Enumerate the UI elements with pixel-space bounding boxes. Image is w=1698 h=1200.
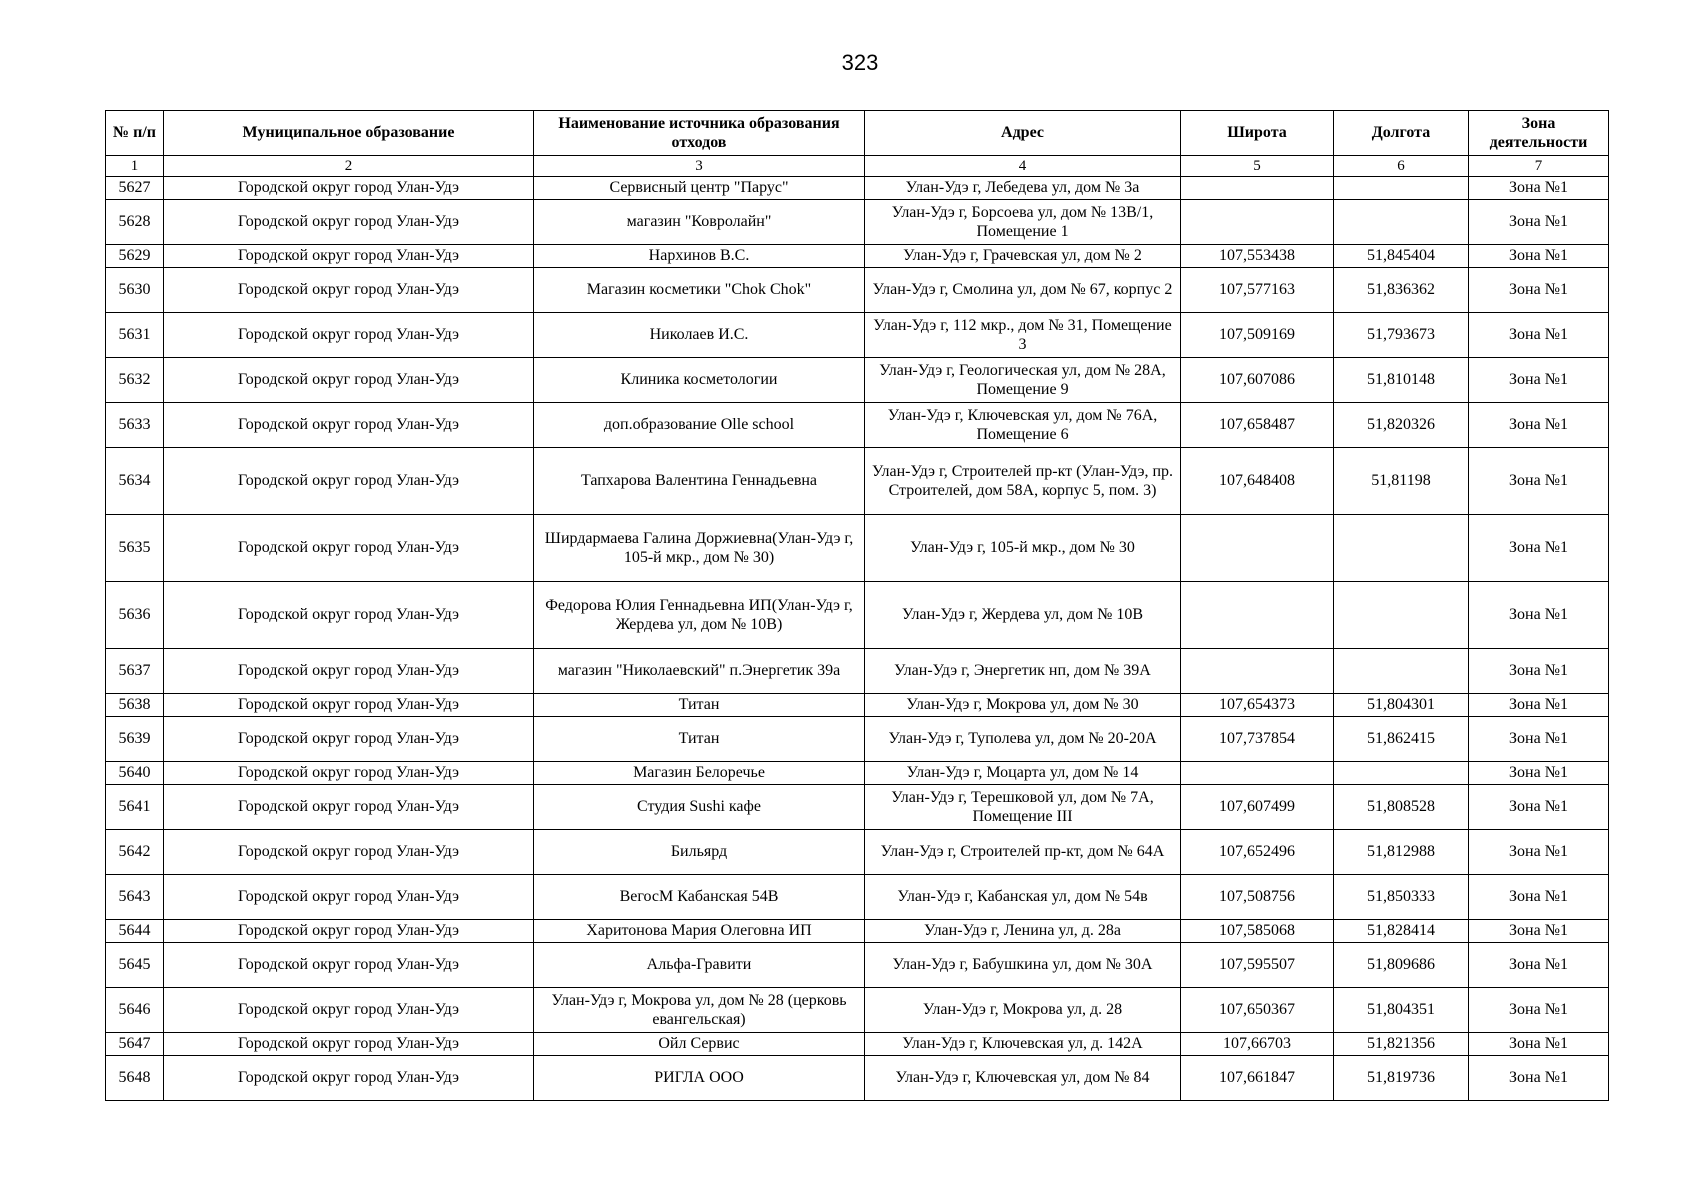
address: Улан-Удэ г, Борсоева ул, дом № 13В/1, Помещение 1 <box>865 200 1181 245</box>
longitude: 51,820326 <box>1334 403 1469 448</box>
row-number: 5628 <box>106 200 164 245</box>
waste-source: Тапхарова Валентина Геннадьевна <box>534 448 865 515</box>
latitude: 107,577163 <box>1181 268 1334 313</box>
municipality: Городской округ город Улан-Удэ <box>164 245 534 268</box>
municipality: Городской округ город Улан-Удэ <box>164 515 534 582</box>
address: Улан-Удэ г, Жердева ул, дом № 10В <box>865 582 1181 649</box>
header-cell: Муниципальное образование <box>164 111 534 156</box>
row-number: 5630 <box>106 268 164 313</box>
municipality: Городской округ город Улан-Удэ <box>164 988 534 1033</box>
row-number: 5639 <box>106 717 164 762</box>
municipality: Городской округ город Улан-Удэ <box>164 268 534 313</box>
table-row <box>106 717 1609 762</box>
latitude: 107,66703 <box>1181 1033 1334 1056</box>
row-number: 5638 <box>106 694 164 717</box>
zone: Зона №1 <box>1469 717 1609 762</box>
municipality: Городской округ город Улан-Удэ <box>164 448 534 515</box>
table-row <box>106 582 1609 649</box>
waste-source: Магазин Белоречье <box>534 762 865 785</box>
header-row <box>106 111 1609 156</box>
table-row <box>106 830 1609 875</box>
table-row <box>106 313 1609 358</box>
row-number: 5637 <box>106 649 164 694</box>
header-cell: Адрес <box>865 111 1181 156</box>
longitude: 51,819736 <box>1334 1056 1469 1101</box>
waste-source: доп.образование Olle school <box>534 403 865 448</box>
longitude: 51,810148 <box>1334 358 1469 403</box>
waste-source: ВегосМ Кабанская 54В <box>534 875 865 920</box>
row-number: 5647 <box>106 1033 164 1056</box>
address: Улан-Удэ г, Лебедева ул, дом № 3а <box>865 177 1181 200</box>
latitude: 107,595507 <box>1181 943 1334 988</box>
zone: Зона №1 <box>1469 1033 1609 1056</box>
waste-source: Николаев И.С. <box>534 313 865 358</box>
zone: Зона №1 <box>1469 403 1609 448</box>
table-row <box>106 694 1609 717</box>
latitude: 107,508756 <box>1181 875 1334 920</box>
address: Улан-Удэ г, Терешковой ул, дом № 7А, Помещение III <box>865 785 1181 830</box>
column-number: 4 <box>865 156 1181 177</box>
table-row <box>106 762 1609 785</box>
address: Улан-Удэ г, Строителей пр-кт, дом № 64А <box>865 830 1181 875</box>
zone: Зона №1 <box>1469 313 1609 358</box>
table-row <box>106 245 1609 268</box>
table-row <box>106 1056 1609 1101</box>
row-number: 5631 <box>106 313 164 358</box>
latitude <box>1181 649 1334 694</box>
longitude: 51,808528 <box>1334 785 1469 830</box>
column-number: 6 <box>1334 156 1469 177</box>
zone: Зона №1 <box>1469 515 1609 582</box>
waste-source: Титан <box>534 694 865 717</box>
latitude: 107,661847 <box>1181 1056 1334 1101</box>
address: Улан-Удэ г, 112 мкр., дом № 31, Помещение 3 <box>865 313 1181 358</box>
longitude <box>1334 649 1469 694</box>
column-number: 7 <box>1469 156 1609 177</box>
column-number: 5 <box>1181 156 1334 177</box>
zone: Зона №1 <box>1469 649 1609 694</box>
municipality: Городской округ город Улан-Удэ <box>164 785 534 830</box>
zone: Зона №1 <box>1469 988 1609 1033</box>
zone: Зона №1 <box>1469 448 1609 515</box>
municipality: Городской округ город Улан-Удэ <box>164 762 534 785</box>
table-row <box>106 403 1609 448</box>
longitude: 51,845404 <box>1334 245 1469 268</box>
address: Улан-Удэ г, Туполева ул, дом № 20-20А <box>865 717 1181 762</box>
zone: Зона №1 <box>1469 358 1609 403</box>
municipality: Городской округ город Улан-Удэ <box>164 694 534 717</box>
table-row <box>106 448 1609 515</box>
zone: Зона №1 <box>1469 785 1609 830</box>
longitude: 51,81198 <box>1334 448 1469 515</box>
row-number: 5636 <box>106 582 164 649</box>
municipality: Городской округ город Улан-Удэ <box>164 717 534 762</box>
header-cell: Наименование источника образования отходов <box>534 111 865 156</box>
municipality: Городской округ город Улан-Удэ <box>164 920 534 943</box>
zone: Зона №1 <box>1469 177 1609 200</box>
address: Улан-Удэ г, Грачевская ул, дом № 2 <box>865 245 1181 268</box>
zone: Зона №1 <box>1469 245 1609 268</box>
row-number: 5646 <box>106 988 164 1033</box>
municipality: Городской округ город Улан-Удэ <box>164 830 534 875</box>
waste-source: магазин "Ковролайн" <box>534 200 865 245</box>
row-number: 5640 <box>106 762 164 785</box>
address: Улан-Удэ г, Энергетик нп, дом № 39А <box>865 649 1181 694</box>
waste-source: Ойл Сервис <box>534 1033 865 1056</box>
latitude: 107,607499 <box>1181 785 1334 830</box>
table-row <box>106 988 1609 1033</box>
row-number: 5633 <box>106 403 164 448</box>
address: Улан-Удэ г, Бабушкина ул, дом № 30А <box>865 943 1181 988</box>
row-number: 5629 <box>106 245 164 268</box>
latitude <box>1181 177 1334 200</box>
longitude: 51,821356 <box>1334 1033 1469 1056</box>
longitude: 51,862415 <box>1334 717 1469 762</box>
waste-source: Магазин косметики "Chok Chok" <box>534 268 865 313</box>
latitude <box>1181 762 1334 785</box>
table-row <box>106 515 1609 582</box>
longitude <box>1334 200 1469 245</box>
waste-source: РИГЛА ООО <box>534 1056 865 1101</box>
waste-source: Улан-Удэ г, Мокрова ул, дом № 28 (церковь евангельская) <box>534 988 865 1033</box>
municipality: Городской округ город Улан-Удэ <box>164 1033 534 1056</box>
column-number: 1 <box>106 156 164 177</box>
latitude: 107,648408 <box>1181 448 1334 515</box>
waste-source: Клиника косметологии <box>534 358 865 403</box>
waste-source: Нархинов В.С. <box>534 245 865 268</box>
longitude: 51,804351 <box>1334 988 1469 1033</box>
address: Улан-Удэ г, Моцарта ул, дом № 14 <box>865 762 1181 785</box>
municipality: Городской округ город Улан-Удэ <box>164 403 534 448</box>
waste-source: Харитонова Мария Олеговна ИП <box>534 920 865 943</box>
zone: Зона №1 <box>1469 582 1609 649</box>
table-row <box>106 268 1609 313</box>
header-cell: Зона деятельности <box>1469 111 1609 156</box>
zone: Зона №1 <box>1469 694 1609 717</box>
latitude: 107,737854 <box>1181 717 1334 762</box>
address: Улан-Удэ г, Мокрова ул, дом № 30 <box>865 694 1181 717</box>
address: Улан-Удэ г, Ключевская ул, дом № 76А, Помещение 6 <box>865 403 1181 448</box>
longitude <box>1334 177 1469 200</box>
address: Улан-Удэ г, Смолина ул, дом № 67, корпус 2 <box>865 268 1181 313</box>
waste-sources-table <box>105 110 1609 1101</box>
zone: Зона №1 <box>1469 268 1609 313</box>
longitude: 51,812988 <box>1334 830 1469 875</box>
latitude <box>1181 515 1334 582</box>
municipality: Городской округ город Улан-Удэ <box>164 313 534 358</box>
address: Улан-Удэ г, Геологическая ул, дом № 28А, Помещение 9 <box>865 358 1181 403</box>
waste-source: Бильярд <box>534 830 865 875</box>
row-number: 5642 <box>106 830 164 875</box>
waste-source: магазин "Николаевский" п.Энергетик 39а <box>534 649 865 694</box>
waste-source: Титан <box>534 717 865 762</box>
municipality: Городской округ город Улан-Удэ <box>164 1056 534 1101</box>
row-number: 5635 <box>106 515 164 582</box>
address: Улан-Удэ г, Ленина ул, д. 28а <box>865 920 1181 943</box>
address: Улан-Удэ г, Кабанская ул, дом № 54в <box>865 875 1181 920</box>
municipality: Городской округ город Улан-Удэ <box>164 177 534 200</box>
zone: Зона №1 <box>1469 920 1609 943</box>
address: Улан-Удэ г, 105-й мкр., дом № 30 <box>865 515 1181 582</box>
header-cell: Долгота <box>1334 111 1469 156</box>
table-row <box>106 358 1609 403</box>
longitude: 51,850333 <box>1334 875 1469 920</box>
longitude <box>1334 515 1469 582</box>
latitude: 107,585068 <box>1181 920 1334 943</box>
waste-source: Альфа-Гравити <box>534 943 865 988</box>
zone: Зона №1 <box>1469 875 1609 920</box>
waste-source: Студия Sushi кафе <box>534 785 865 830</box>
column-number-row <box>106 156 1609 177</box>
table-row <box>106 177 1609 200</box>
row-number: 5645 <box>106 943 164 988</box>
longitude: 51,836362 <box>1334 268 1469 313</box>
zone: Зона №1 <box>1469 1056 1609 1101</box>
longitude: 51,804301 <box>1334 694 1469 717</box>
table-row <box>106 649 1609 694</box>
municipality: Городской округ город Улан-Удэ <box>164 875 534 920</box>
table-row <box>106 785 1609 830</box>
latitude <box>1181 200 1334 245</box>
municipality: Городской округ город Улан-Удэ <box>164 358 534 403</box>
page-number: 323 <box>841 50 879 75</box>
table-row <box>106 920 1609 943</box>
zone: Зона №1 <box>1469 830 1609 875</box>
latitude: 107,509169 <box>1181 313 1334 358</box>
row-number: 5632 <box>106 358 164 403</box>
row-number: 5643 <box>106 875 164 920</box>
row-number: 5627 <box>106 177 164 200</box>
longitude: 51,828414 <box>1334 920 1469 943</box>
address: Улан-Удэ г, Мокрова ул, д. 28 <box>865 988 1181 1033</box>
latitude: 107,652496 <box>1181 830 1334 875</box>
latitude <box>1181 582 1334 649</box>
header-cell: № п/п <box>106 111 164 156</box>
zone: Зона №1 <box>1469 762 1609 785</box>
row-number: 5634 <box>106 448 164 515</box>
waste-source: Ширдармаева Галина Доржиевна(Улан-Удэ г, 105-й мкр., дом № 30) <box>534 515 865 582</box>
latitude: 107,553438 <box>1181 245 1334 268</box>
latitude: 107,607086 <box>1181 358 1334 403</box>
longitude <box>1334 762 1469 785</box>
latitude: 107,650367 <box>1181 988 1334 1033</box>
longitude: 51,809686 <box>1334 943 1469 988</box>
latitude: 107,658487 <box>1181 403 1334 448</box>
municipality: Городской округ город Улан-Удэ <box>164 649 534 694</box>
longitude: 51,793673 <box>1334 313 1469 358</box>
header-cell: Широта <box>1181 111 1334 156</box>
table-row <box>106 875 1609 920</box>
table-row <box>106 1033 1609 1056</box>
zone: Зона №1 <box>1469 943 1609 988</box>
municipality: Городской округ город Улан-Удэ <box>164 200 534 245</box>
row-number: 5644 <box>106 920 164 943</box>
zone: Зона №1 <box>1469 200 1609 245</box>
table-row <box>106 943 1609 988</box>
waste-source: Федорова Юлия Геннадьевна ИП(Улан-Удэ г, Жердева ул, дом № 10В) <box>534 582 865 649</box>
address: Улан-Удэ г, Ключевская ул, дом № 84 <box>865 1056 1181 1101</box>
row-number: 5648 <box>106 1056 164 1101</box>
table-row <box>106 200 1609 245</box>
column-number: 3 <box>534 156 865 177</box>
address: Улан-Удэ г, Строителей пр-кт (Улан-Удэ, пр. Строителей, дом 58А, корпус 5, пом. 3) <box>865 448 1181 515</box>
row-number: 5641 <box>106 785 164 830</box>
municipality: Городской округ город Улан-Удэ <box>164 582 534 649</box>
address: Улан-Удэ г, Ключевская ул, д. 142А <box>865 1033 1181 1056</box>
latitude: 107,654373 <box>1181 694 1334 717</box>
longitude <box>1334 582 1469 649</box>
municipality: Городской округ город Улан-Удэ <box>164 943 534 988</box>
waste-source: Сервисный центр "Парус" <box>534 177 865 200</box>
column-number: 2 <box>164 156 534 177</box>
